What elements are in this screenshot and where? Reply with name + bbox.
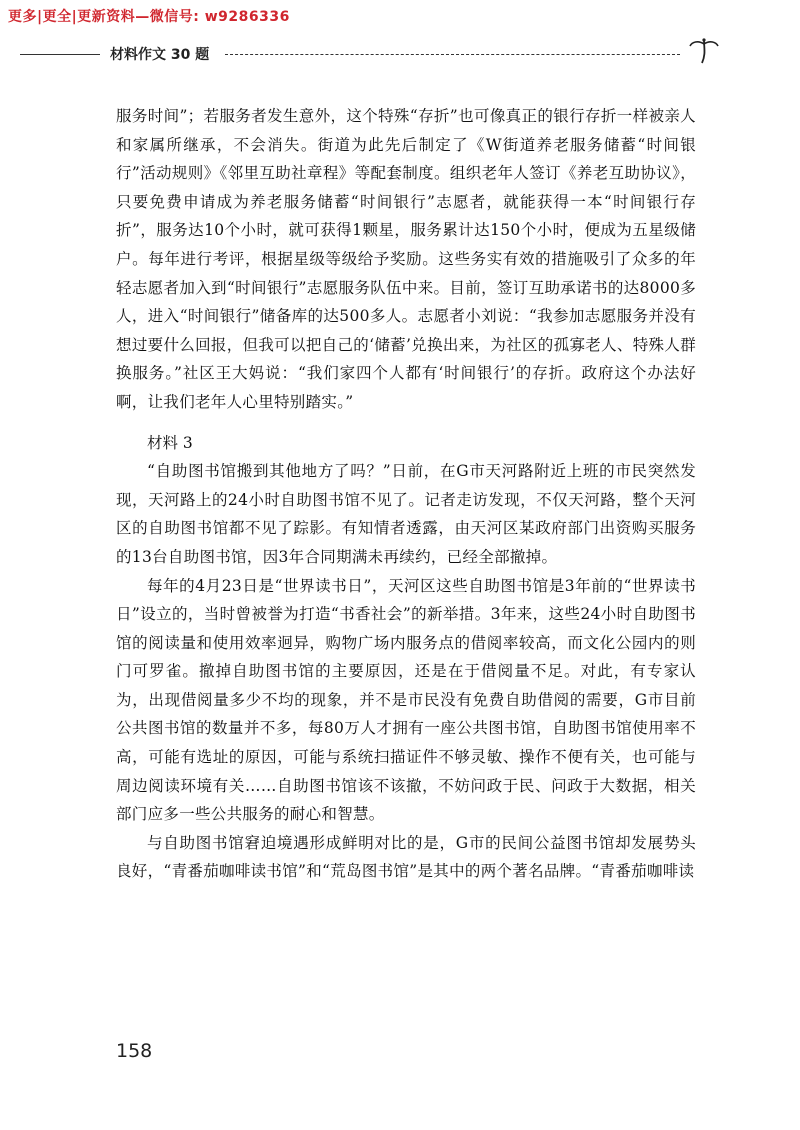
watermark-banner: 更多|更全|更新资料—微信号: w9286336 bbox=[8, 9, 290, 25]
page-number: 158 bbox=[116, 1040, 153, 1062]
paragraph: 每年的4月23日是“世界读书日”，天河区这些自助图书馆是3年前的“世界读书日”设立的，当时曾被誉为打造“书香社会”的新举措。3年来，这些24小时自助图书馆的阅读量和使用效率迥异，购物广场内服务点的借阅率较高，而文化公园内的则门可罗雀。撤掉自助图书馆的主要原因，还是在于借阅量不足。对此，有专家认为，出现借阅量多少不均的现象，并不是市民没有免费自助借阅的需要，G市目前公共图书馆的数量并不多，每80万人才拥有一座公共图书馆，自助图书馆使用率不高，可能有选址的原因，可能与系统扫描证件不够灵敏、操作不便有关，也可能与周边阅读环境有关……自助图书馆该不该撤，不妨问政于民、问政于大数据，相关部门应多一些公共服务的耐心和智慧。 bbox=[116, 576, 696, 824]
paragraph: “自助图书馆搬到其他地方了吗？”日前，在G市天河路附近上班的市民突然发现，天河路上的24小时自助图书馆不见了。记者走访发现，不仅天河路，整个天河区的自助图书馆都不见了踪影。有知情者透露，由天河区某政府部门出资购买服务的13台自助图书馆，因3年合同期满未再续约，已经全部撤掉。 bbox=[116, 462, 696, 566]
header-rule-right bbox=[225, 54, 680, 55]
header-title: 材料作文 30 题 bbox=[110, 47, 210, 63]
header-rule-left bbox=[20, 54, 100, 55]
running-header bbox=[20, 40, 790, 64]
section-heading: 材料 3 bbox=[147, 433, 193, 452]
paragraph-continued: 服务时间”；若服务者发生意外，这个特殊“存折”也可像真正的银行存折一样被亲人和家属所继承，不会消失。街道为此先后制定了《W街道养老服务储蓄“时间银行”活动规则》《邻里互助社章程》等配套制度。组织老年人签订《养老互助协议》，只要免费申请成为养老服务储蓄“时间银行”志愿者，就能获得一本“时间银行存折”，服务达10个小时，就可获得1颗星，服务累计达150个小时，便成为五星级储户。每年进行考评，根据星级等级给予奖励。这些务实有效的措施吸引了众多的年轻志愿者加入到“时间银行”志愿服务队伍中来。目前，签订互助承诺书的达8000多人，进入“时间银行”储备库的达500多人。志愿者小刘说：“我参加志愿服务并没有想过要什么回报，但我可以把自己的‘储蓄’兑换出来，为社区的孤寡老人、特殊人群换服务。”社区王大妈说：“我们家四个人都有‘时间银行’的存折。政府这个办法好啊，让我们老年人心里特别踏实。” bbox=[116, 107, 696, 411]
article-body bbox=[116, 102, 696, 886]
paragraph: 与自助图书馆窘迫境遇形成鲜明对比的是，G市的民间公益图书馆却发展势头良好，“青番茄咖啡读书馆”和“荒岛图书馆”是其中的两个著名品牌。“青番茄咖啡读 bbox=[116, 833, 696, 881]
leaf-ornament-icon bbox=[684, 36, 724, 66]
